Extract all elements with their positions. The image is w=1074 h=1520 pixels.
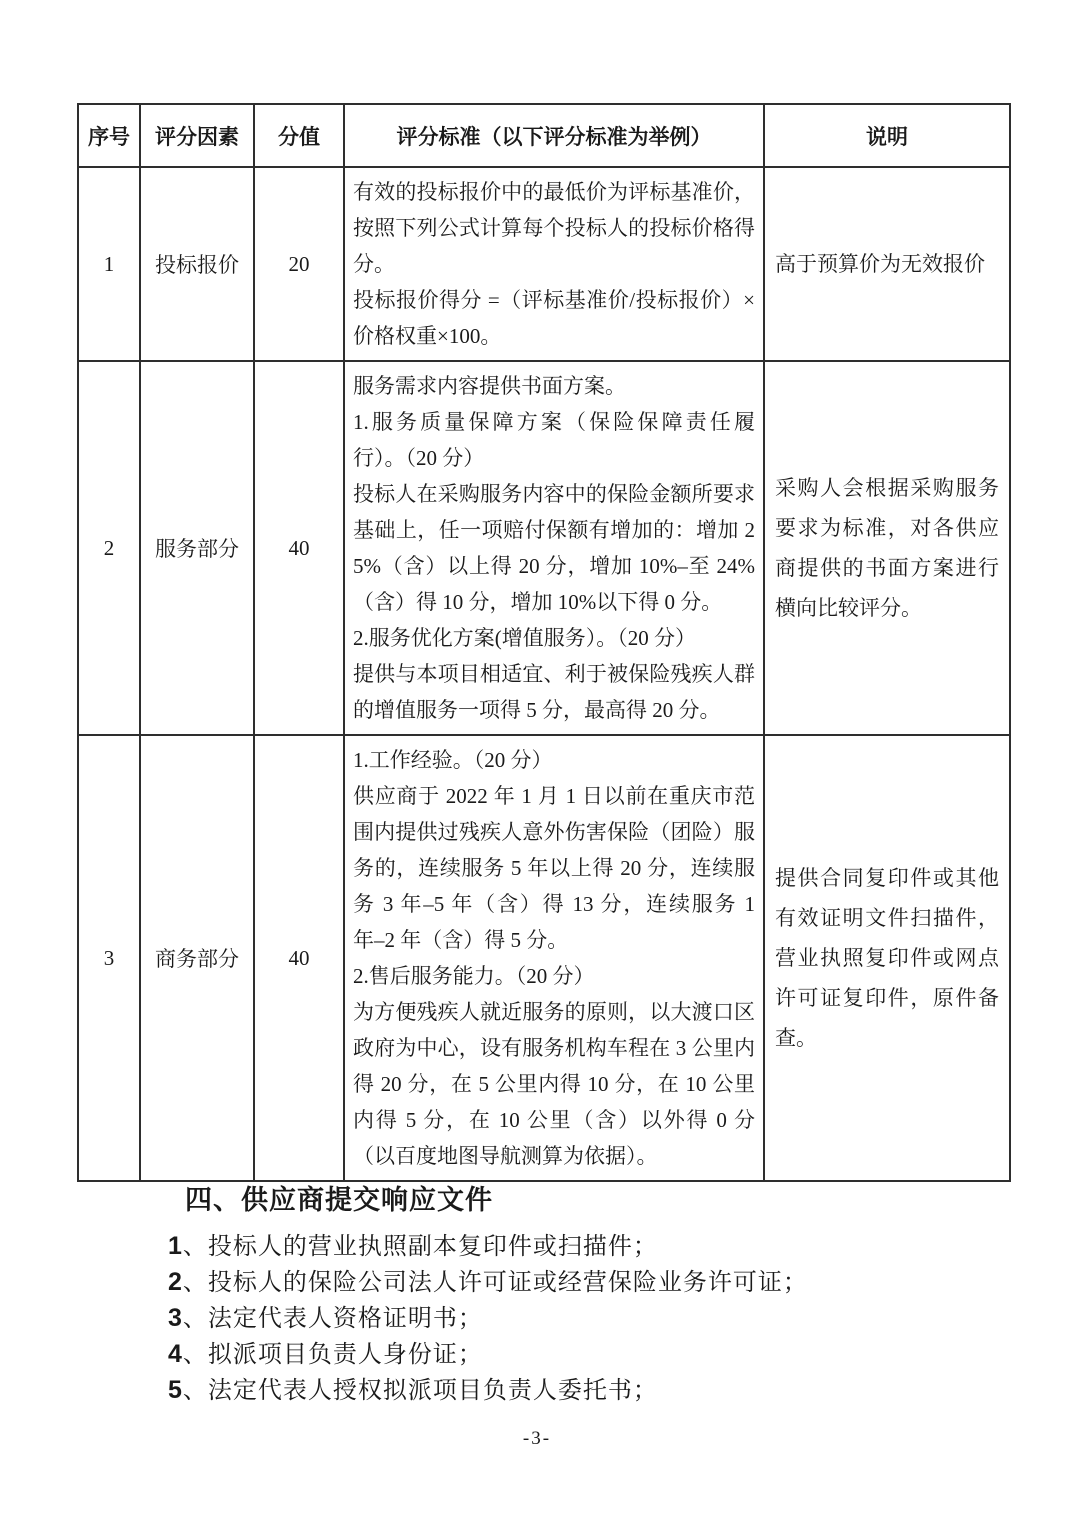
list-item [168, 1229, 1074, 1265]
list-item-separator: 、 [182, 1270, 208, 1296]
criteria-paragraph: 有效的投标报价中的最低价为评标基准价，按照下列公式计算每个投标人的投标价格得分。 [353, 180, 755, 276]
list-item-number: 1 [168, 1232, 183, 1260]
cell-note [764, 167, 1010, 361]
col-header-score: 分值 [254, 104, 344, 167]
list-item-separator: 、 [182, 1234, 208, 1260]
list-item-separator: 、 [182, 1378, 208, 1404]
response-documents-section [0, 1178, 1074, 1409]
criteria-paragraph: 服务需求内容提供书面方案。 [353, 374, 626, 398]
criteria-paragraph: 1.服务质量保障方案（保险保障责任履行）。（20 分） [353, 410, 755, 470]
cell-row-no: 2 [78, 361, 140, 735]
criteria-paragraph: 为方便残疾人就近服务的原则，以大渡口区政府为中心，设有服务机构车程在 3 公里内得 20 分，在 5 公里内得 10 分，在 10 公里内得 5 分，在 10 公里（含）以外得 0 分（以百度地图导航测算为依据）。 [353, 1000, 755, 1168]
cell-row-no: 1 [78, 167, 140, 361]
list-item [168, 1265, 1074, 1301]
list-item-number: 5 [168, 1376, 183, 1404]
cell-score: 40 [254, 361, 344, 735]
cell-factor: 投标报价 [140, 167, 254, 361]
section-heading: 四、供应商提交响应文件 [185, 1185, 493, 1215]
cell-note [764, 735, 1010, 1181]
response-documents-list [0, 1229, 1074, 1409]
list-item [168, 1337, 1074, 1373]
table-header-row [78, 104, 1010, 167]
criteria-paragraph: 投标人在采购服务内容中的保险金额所要求基础上，任一项赔付保额有增加的：增加 25%（含）以上得 20 分，增加 10%–至 24%（含）得 10 分，增加 10%以下得 0 分。 [353, 482, 755, 614]
list-item-text: 拟派项目负责人身份证； [207, 1342, 483, 1368]
list-item-number: 2 [168, 1268, 183, 1296]
note-text: 采购人会根据采购服务要求为标准，对各供应商提供的书面方案进行横向比较评分。 [775, 476, 999, 620]
cell-score: 40 [254, 735, 344, 1181]
table-row [78, 167, 1010, 361]
evaluation-table [77, 103, 1011, 1182]
page-number: -3- [522, 1428, 552, 1449]
cell-criteria [344, 361, 764, 735]
cell-score: 20 [254, 167, 344, 361]
list-item [168, 1301, 1074, 1337]
criteria-paragraph: 提供与本项目相适宜、利于被保险残疾人群的增值服务一项得 5 分，最高得 20 分。 [353, 662, 755, 722]
cell-criteria [344, 167, 764, 361]
col-header-criteria: 评分标准（以下评分标准为举例） [344, 104, 764, 167]
table-row [78, 361, 1010, 735]
criteria-paragraph: 1.工作经验。（20 分） [353, 748, 553, 772]
col-header-factor: 评分因素 [140, 104, 254, 167]
col-header-note: 说明 [764, 104, 1010, 167]
col-header-no: 序号 [78, 104, 140, 167]
criteria-paragraph: 2.售后服务能力。（20 分） [353, 964, 595, 988]
note-text: 提供合同复印件或其他有效证明文件扫描件，营业执照复印件或网点许可证复印件，原件备查。 [775, 866, 999, 1050]
list-item-separator: 、 [182, 1342, 208, 1368]
list-item-text: 投标人的营业执照副本复印件或扫描件； [207, 1234, 658, 1260]
list-item-separator: 、 [182, 1306, 208, 1332]
table-row [78, 735, 1010, 1181]
note-text: 高于预算价为无效报价 [775, 252, 985, 276]
cell-factor: 商务部分 [140, 735, 254, 1181]
criteria-paragraph: 2.服务优化方案(增值服务）。（20 分） [353, 626, 696, 650]
list-item-text: 法定代表人授权拟派项目负责人委托书； [207, 1378, 658, 1404]
cell-row-no: 3 [78, 735, 140, 1181]
list-item-number: 4 [168, 1340, 183, 1368]
cell-criteria [344, 735, 764, 1181]
cell-factor: 服务部分 [140, 361, 254, 735]
list-item [168, 1373, 1074, 1409]
list-item-text: 法定代表人资格证明书； [207, 1306, 483, 1332]
criteria-paragraph: 供应商于 2022 年 1 月 1 日以前在重庆市范围内提供过残疾人意外伤害保险（团险）服务的，连续服务 5 年以上得 20 分，连续服务 3 年–5 年（含）得 13 分，连续服务 1 年–2 年（含）得 5 分。 [353, 784, 755, 952]
criteria-paragraph: 投标报价得分 =（评标基准价/投标报价）×价格权重×100。 [353, 288, 755, 348]
list-item-number: 3 [168, 1304, 183, 1332]
cell-note [764, 361, 1010, 735]
list-item-text: 投标人的保险公司法人许可证或经营保险业务许可证； [207, 1270, 808, 1296]
